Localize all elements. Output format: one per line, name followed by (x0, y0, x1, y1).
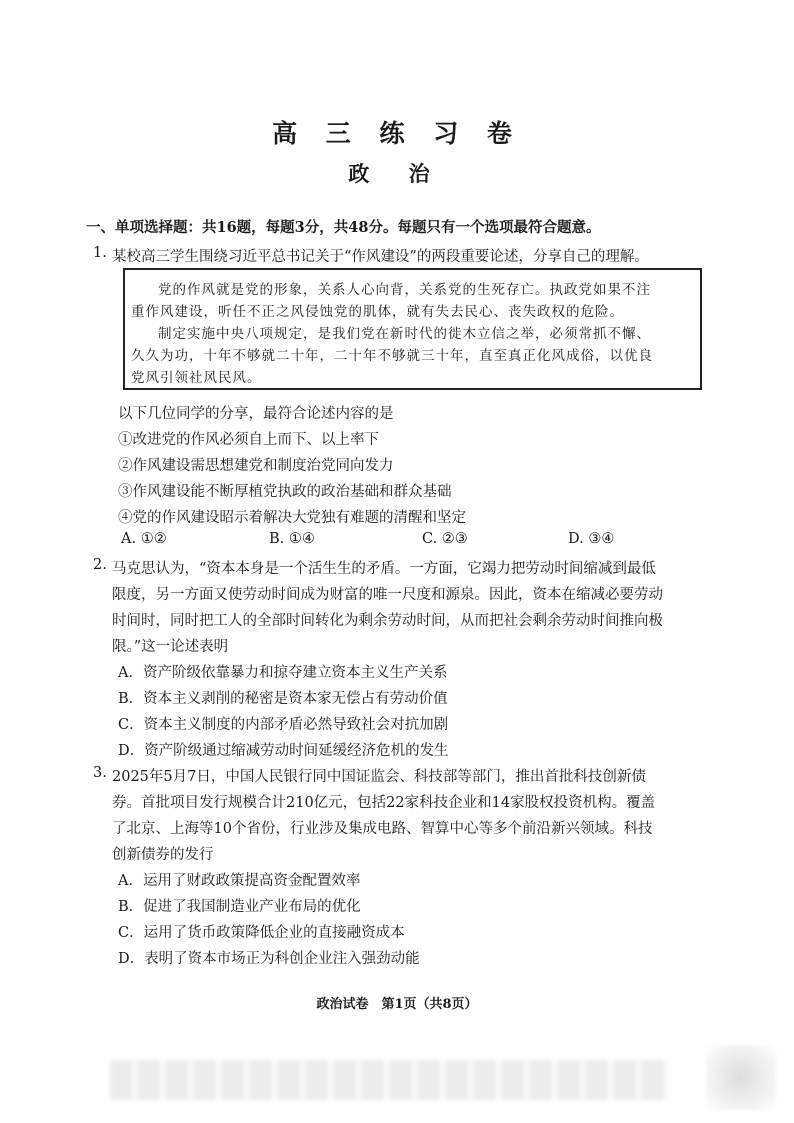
q3-option-a: A．运用了财政政策提高资金配置效率 (118, 873, 361, 889)
q3-stem-line: 了北京、上海等10个省份，行业涉及集成电路、智算中心等多个前沿新兴领域。科技 (112, 821, 653, 837)
q2-stem-line: 限度，另一方面又使劳动时间成为财富的唯一尺度和源泉。因此，资本在缩减必要劳动 (112, 587, 663, 603)
q3-option-c: C．运用了货币政策降低企业的直接融资成本 (118, 925, 405, 941)
q3-stem-line: 券。首批项目发行规模合计210亿元，包括22家科技企业和14家股权投资机构。覆盖 (112, 795, 656, 811)
q1-quote-line: 党风引领社风民风。 (131, 370, 262, 386)
q1-quote-line: 重作风建设，听任不正之风侵蚀党的肌体，就有失去民心、丧失政权的危险。 (131, 304, 624, 320)
q3-option-b: B．促进了我国制造业产业布局的优化 (118, 899, 361, 915)
page-footer: 政治试卷 第1页（共8页） (316, 997, 478, 1012)
q2-number: 2. (93, 557, 107, 573)
q1-option-c: C. ②③ (422, 531, 468, 547)
q1-lead: 以下几位同学的分享，最符合论述内容的是 (118, 406, 394, 422)
q1-item: ④党的作风建设昭示着解决大党独有难题的清醒和坚定 (118, 510, 466, 526)
q1-quote-line: 久久为功，十年不够就二十年，二十年不够就三十年，直至真正化风成俗，以优良 (131, 348, 653, 364)
q2-option-b: B．资本主义剥削的秘密是资本家无偿占有劳动价值 (118, 691, 448, 707)
q1-item: ②作风建设需思想建党和制度治党同向发力 (118, 458, 394, 474)
q1-option-b: B. ①④ (269, 531, 315, 547)
q2-option-a: A．资产阶级依靠暴力和掠夺建立资本主义生产关系 (118, 665, 448, 681)
subject-title: 政 治 (348, 161, 446, 186)
exam-title: 高 三 练 习 卷 (272, 119, 522, 148)
q2-stem-line: 限。”这一论述表明 (112, 639, 229, 655)
q3-number: 3. (93, 765, 107, 781)
q2-stem-line: 马克思认为，“资本本身是一个活生生的矛盾。一方面，它竭力把劳动时间缩减到最低 (112, 561, 656, 577)
q1-number: 1. (93, 245, 107, 261)
q1-item: ③作风建设能不断厚植党执政的政治基础和群众基础 (118, 484, 452, 500)
q1-item: ①改进党的作风必须自上而下、以上率下 (118, 432, 379, 448)
q3-stem-line: 创新债券的发行 (112, 847, 214, 863)
q2-option-d: D．资产阶级通过缩减劳动时间延缓经济危机的发生 (118, 743, 449, 759)
q1-option-a: A. ①② (121, 531, 167, 547)
q2-stem-line: 时间时，同时把工人的全部时间转化为剩余劳动时间，从而把社会剩余劳动时间推向极 (112, 613, 663, 629)
q1-option-d: D. ③④ (568, 531, 615, 547)
q2-option-c: C．资本主义制度的内部矛盾必然导致社会对抗加剧 (118, 717, 449, 733)
q3-option-d: D．表明了资本市场正为科创企业注入强劲动能 (118, 951, 420, 967)
q3-stem-line: 2025年5月7日，中国人民银行同中国证监会、科技部等部门，推出首批科技创新债 (112, 769, 646, 785)
q1-quote-line: 制定实施中央八项规定，是我们党在新时代的徙木立信之举，必须常抓不懈、 (158, 326, 651, 342)
scan-corner-artifact (706, 1045, 776, 1110)
q1-stem: 某校高三学生围绕习近平总书记关于“作风建设”的两段重要论述，分享自己的理解。 (112, 249, 649, 265)
blurred-bleedthrough (110, 1060, 670, 1100)
section-heading: 一、单项选择题：共16题，每题3分，共48分。每题只有一个选项最符合题意。 (86, 219, 601, 236)
q1-quote-line: 党的作风就是党的形象，关系人心向背，关系党的生死存亡。执政党如果不注 (158, 282, 651, 298)
